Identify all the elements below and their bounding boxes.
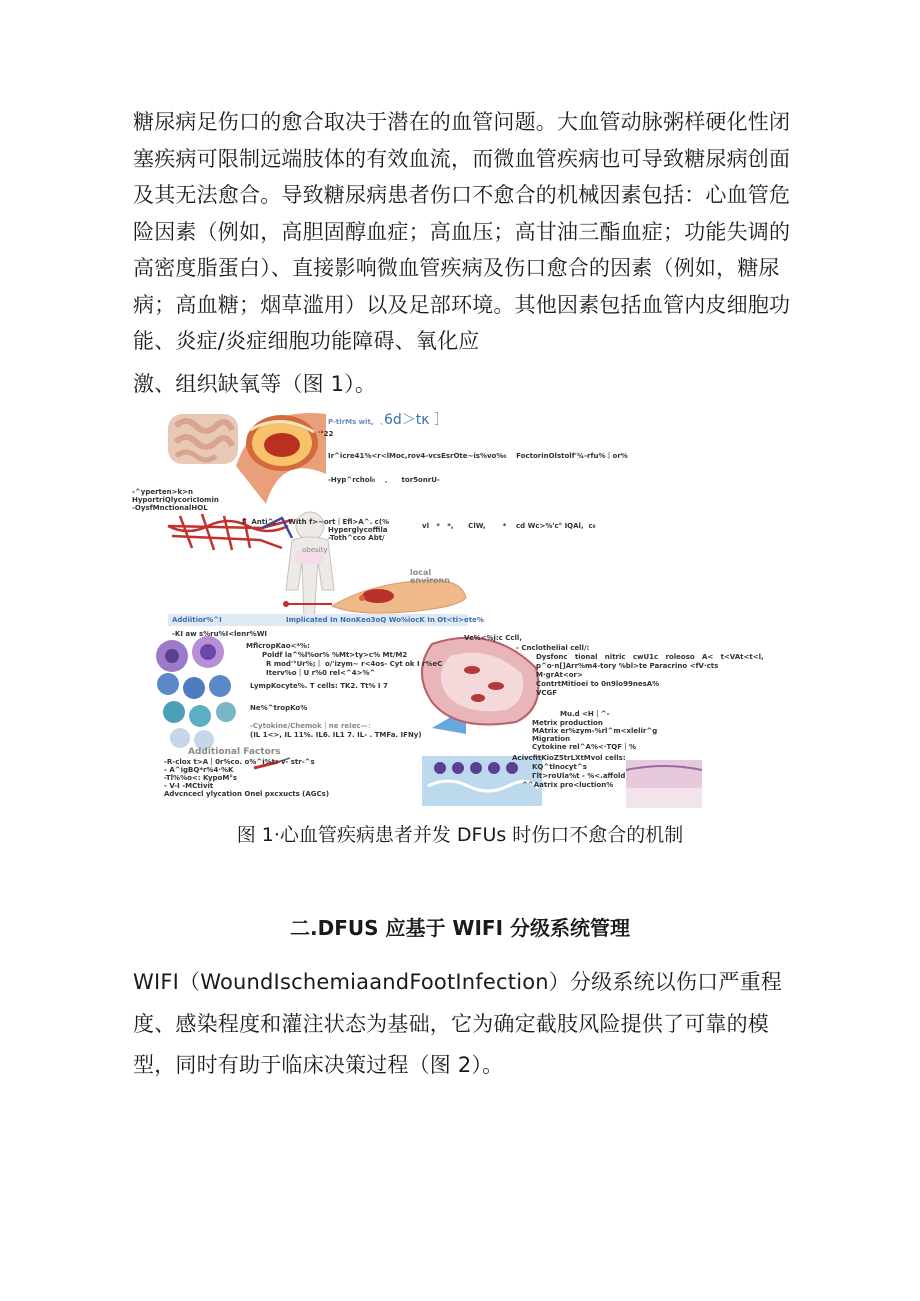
figure-label: Addiitior%^I xyxy=(172,616,222,624)
figure-caption: 图 1·心血管疾病患者并发 DFUs 时伤口不愈合的机制 xyxy=(236,824,684,846)
body-paragraph-1-tail: 激、组织缺氧等（图 1）。 xyxy=(133,372,377,396)
figure-label: -^yperten>k>n xyxy=(132,488,193,496)
figure-label: Ne%^tropKo% xyxy=(250,704,308,712)
figure-label: P-tlrMs wit。 、 xyxy=(328,418,388,426)
body-paragraph-2: WIFI（WoundIschemiaandFootInfection）分级系统以伤口严重程度、感染程度和灌注状态为基础，它为确定截肢风险提供了可靠的模型，同时有助于临床决策过程（图 2）。 xyxy=(133,970,782,1077)
figure-label: Cytokine rel^A%<·TQF｜% xyxy=(532,743,637,751)
figure-label: Dysfonc tional nitric cwU1c roleoso A< t<VAt<t<l, xyxy=(536,653,764,661)
figure-label: Metrix production xyxy=(532,719,603,727)
figure-label: KQ^tlnocyt^s xyxy=(532,763,587,771)
figure-label: - V-I -MCtivit xyxy=(164,782,214,790)
section-heading: 二.DFUS 应基于 WIFI 分级系统管理 xyxy=(290,916,630,940)
figure-label: obesity xyxy=(302,546,328,554)
figure-label: MflcropKao<*%: xyxy=(246,642,310,650)
figure-label: '°22 xyxy=(318,430,334,438)
figure-label: 6d＞tκ ］ xyxy=(384,412,448,428)
figure-label: Mu.d <H｜^- xyxy=(560,710,610,718)
intestine-illustration xyxy=(168,414,238,464)
figure-1 xyxy=(132,408,764,812)
tissue-histology-illustration xyxy=(626,760,702,808)
figure-label: Γ Anti^, With f>~ort｜Efl>A^. c(% xyxy=(242,518,390,526)
immune-cells-illustration xyxy=(156,636,236,750)
figure-label: Ir^icre41%<r<lMoc,rov4-vcsEsrOte~is%vo%₀ FoctorinOlstolf'¾-rfu%｜or% xyxy=(328,452,628,460)
figure-label: p^o·n[]Arr%m4-tory %bl>te Paracrino <fV·cts xyxy=(536,662,719,670)
figure-label: -Toth^cco Abt/ xyxy=(328,534,385,542)
figure-label: environn xyxy=(410,576,450,585)
figure-label: Advcncecl ylycation Onel pxcxucts (AGCs) xyxy=(164,790,330,798)
figure-label: (IL 1<>, IL 11%. IL6. IL1 7. IL- . TMFa. IFNy) xyxy=(250,731,422,739)
figure-label: vl * *, ClW, * cd Wc>%'c° IQAl, c₀ xyxy=(422,522,596,530)
figure-label: HyportriQlycoricIomin xyxy=(132,496,219,504)
figure-label: Poldf la^%l%or% %Mt>ty>c% Mt/M2 xyxy=(262,651,408,659)
figure-label: -Cytokine/Chemok｜ne reIec—： xyxy=(250,722,375,730)
figure-label: Additional Factors xyxy=(188,747,281,757)
figure-label: M·grAt<or> xyxy=(536,671,583,679)
figure-label: VCGF xyxy=(536,689,558,697)
figure-label: -Hyp^rchol₀ 、 tor5onrU- xyxy=(328,476,440,484)
figure-label: LympKocyte%. T cells: TK2. Tt% I 7 xyxy=(250,682,388,690)
figure-label: Migration xyxy=(532,735,571,743)
figure-label: -Tl%%o<: KypoM°s xyxy=(164,774,237,782)
figure-label: - Cnclothelial cell/: xyxy=(516,644,590,652)
figure-label: ContrtMitioei to 0n9lo99nesA% xyxy=(536,680,660,688)
figure-label: -KI aw s%ru%I<lenr%WI xyxy=(172,630,268,638)
figure-label: -R-clox t>A｜0r%co. o%^i%t>v- str-^s xyxy=(164,758,315,766)
artery-illustration xyxy=(236,413,326,504)
figure-label: -OysfMnctionalHOL xyxy=(132,504,208,512)
body-paragraph-1: 糖尿病足伤口的愈合取决于潜在的血管问题。大血管动脉粥样硬化性闭塞疾病可限制远端肢体的有效血流，而微血管疾病也可导致糖尿病创面及其无法愈合。导致糖尿病患者伤口不愈合的机械因素包括：心血管危险因素（例如，高胆固醇血症；高血压；高甘油三酯血症；功能失调的高密度脂蛋白）、直接影响微血管疾病及伤口愈合的因素（例如，糖尿病；高血糖；烟草滥用）以及足部环境。其他因素包括血管内皮细胞功能、炎症/炎症细胞功能障碍、氧化应 xyxy=(133,110,791,353)
figure-label: MAtrix er%zym-%rl^m<xlelir^g xyxy=(532,727,658,735)
figure-label: Vc%<%j:c Ccll, xyxy=(464,634,522,642)
figure-label: AcivcfitKioZ5trLXtMvol cells: xyxy=(512,754,626,762)
figure-label: ^^Aatrix pro<luction% xyxy=(522,781,614,789)
figure-label: Implicated In NonKeo3oQ Wo%iocK In Ot<ti>ete% xyxy=(286,616,484,624)
figure-label: Hyperglycoffila xyxy=(328,526,388,534)
figure-label: R mod'°Ur%;｜ o/'izym~ r<4os- Cyt ok I r%eC xyxy=(266,660,443,668)
figure-label: Γlt>roUla%t - %<.affold xyxy=(532,772,626,780)
figure-label: - A^igBQ*r%4·%K xyxy=(164,766,234,774)
figure-label: local xyxy=(410,568,432,577)
figure-label: Iterv%o｜U r%0 rel<^4>%^ xyxy=(266,669,376,677)
